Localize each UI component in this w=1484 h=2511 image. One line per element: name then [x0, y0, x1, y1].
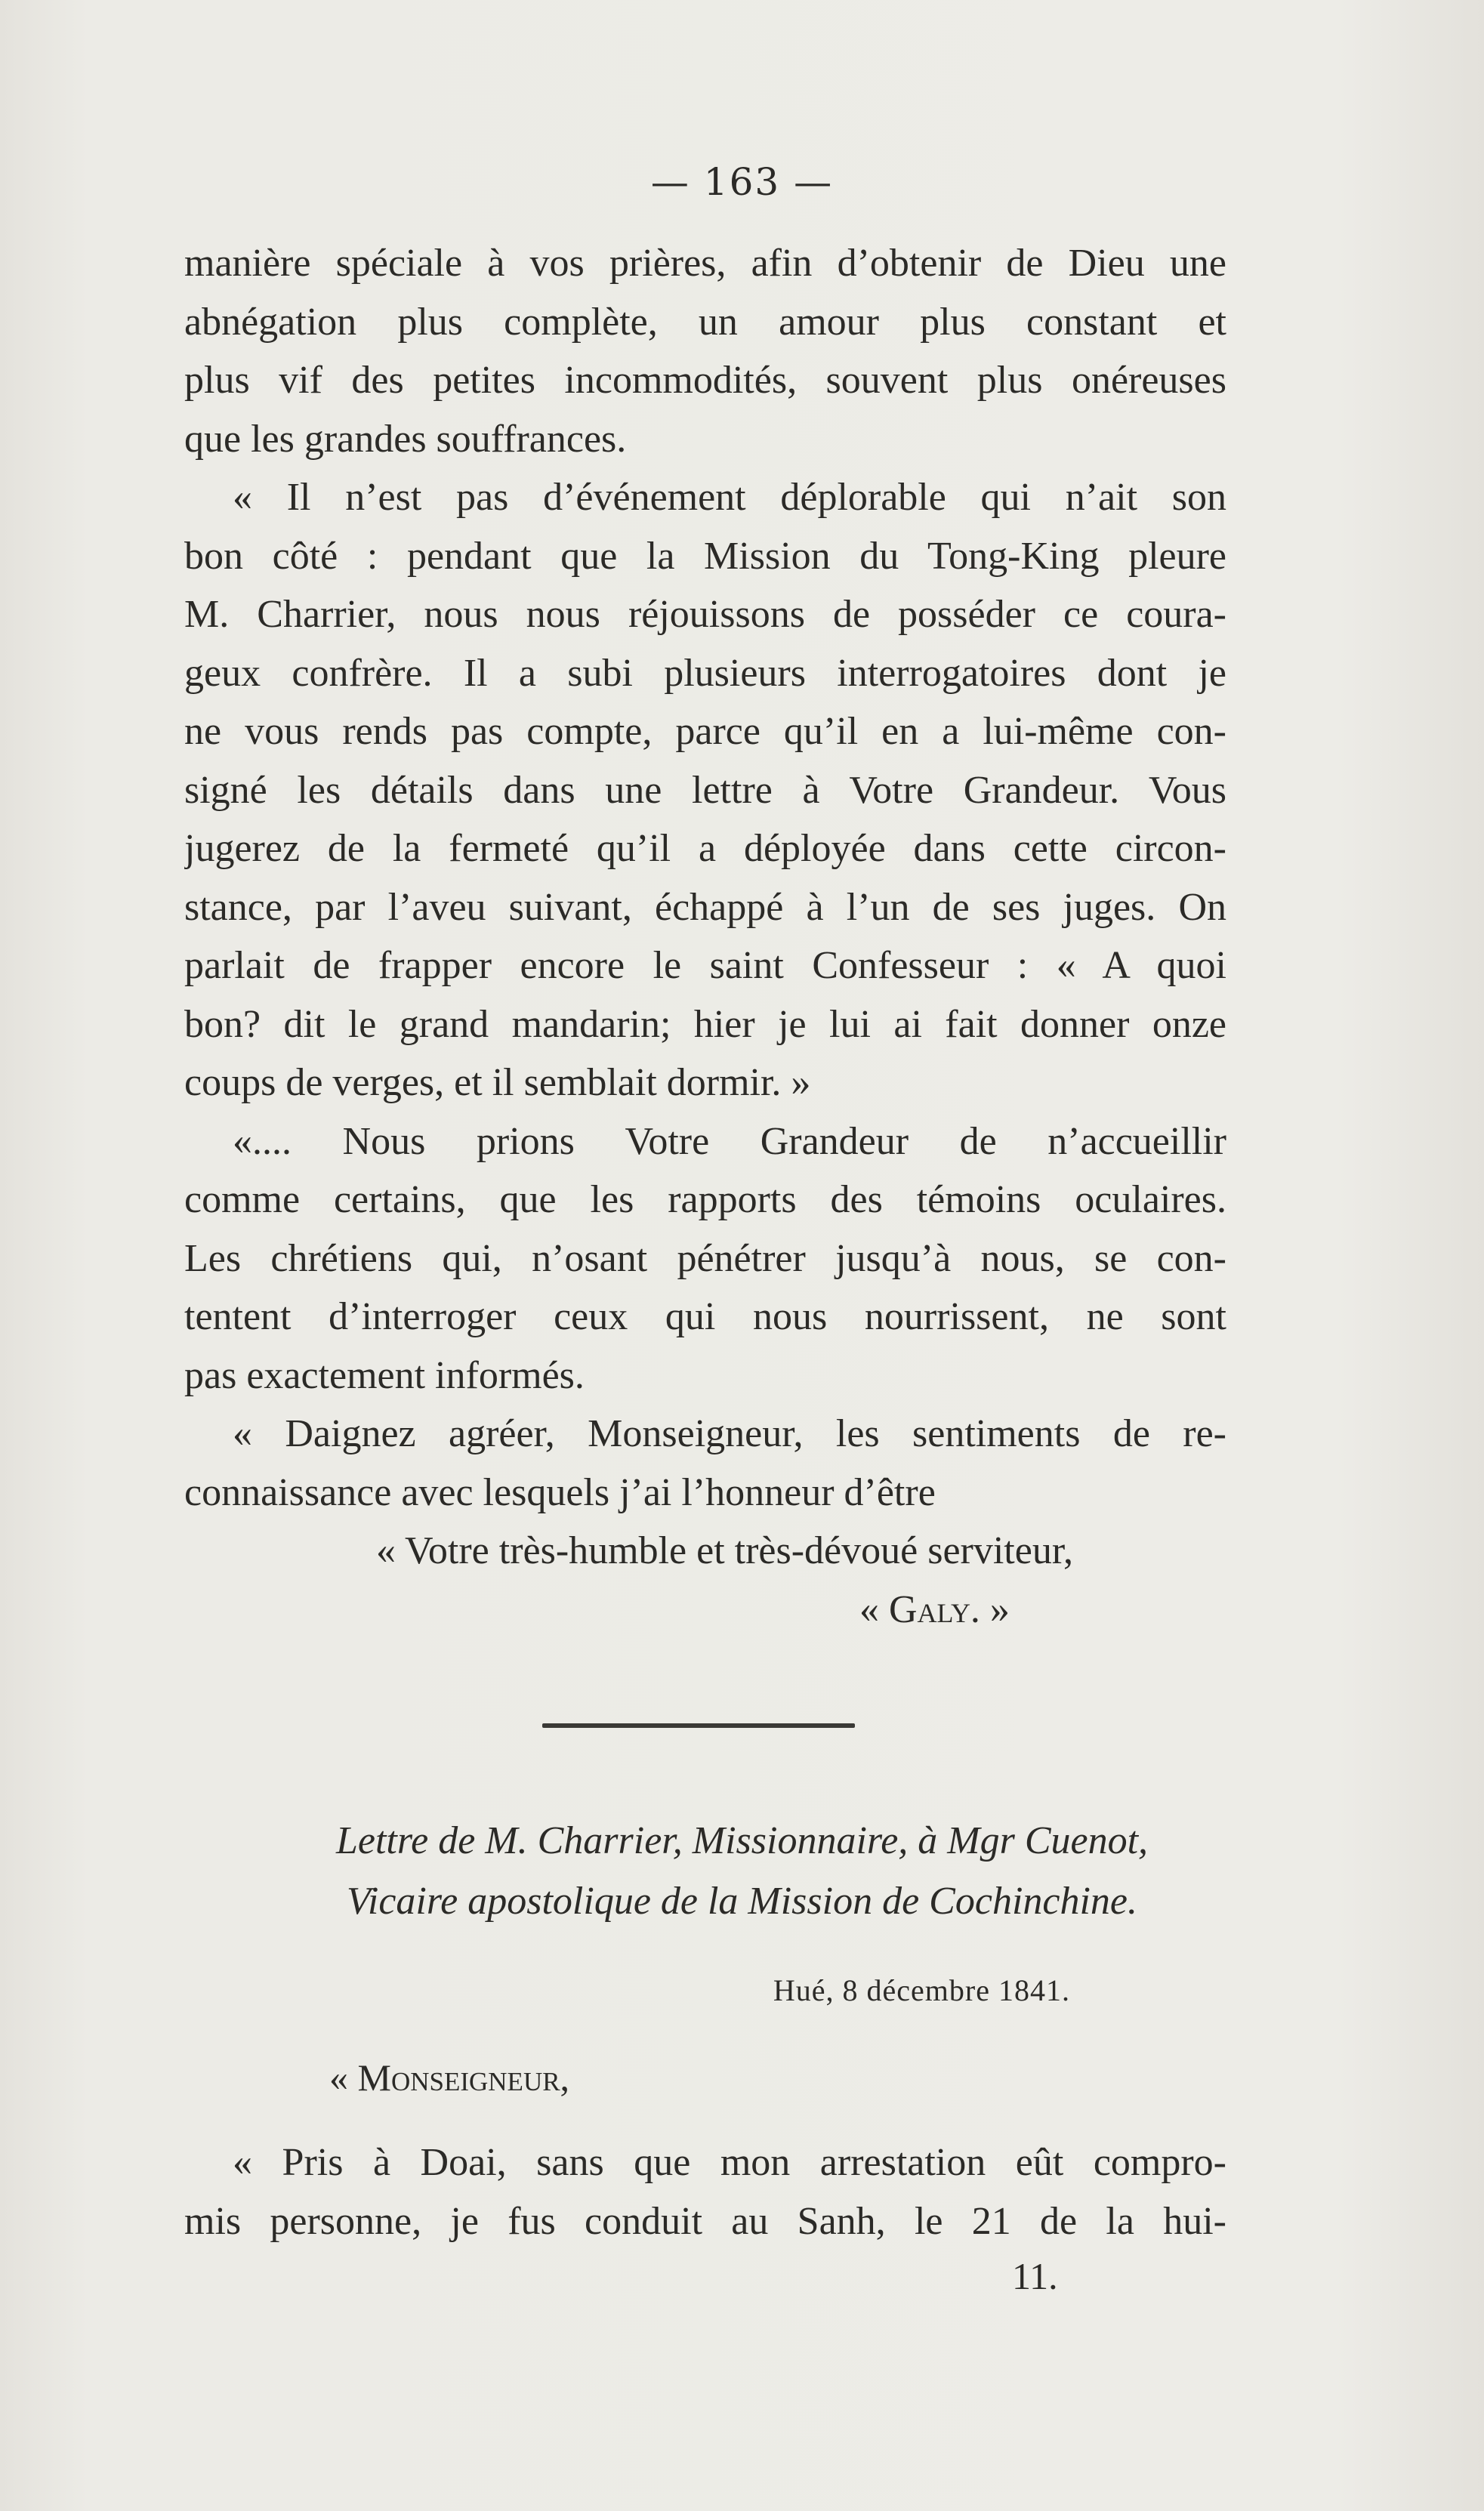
letter-heading-line1: Lettre de M. Charrier, Missionnaire, à Mgr Cuenot,	[335, 1819, 1149, 1862]
text-line: mis personne, je fus conduit au Sanh, le 21 de la hui-	[184, 2199, 1226, 2243]
text-line: « Pris à Doai, sans que mon arrestation eût compro-	[233, 2141, 1226, 2184]
text-line: manière spéciale à vos prières, afin d’obtenir de Dieu une	[184, 242, 1226, 285]
text-line: « Il n’est pas d’événement déplorable qui n’ait son	[233, 476, 1226, 519]
text-line: jugerez de la fermeté qu’il a déployée dans cette circon-	[184, 827, 1226, 870]
text-line: «.... Nous prions Votre Grandeur de n’accueillir	[233, 1119, 1226, 1163]
page-number: — 163 —	[650, 160, 834, 204]
section-divider	[542, 1723, 855, 1728]
letter-heading-line2: Vicaire apostolique de la Mission de Cochinchine.	[346, 1880, 1138, 1923]
text-line: signé les détails dans une lettre à Votre Grandeur. Vous	[184, 768, 1226, 812]
salutation: « Monseigneur,	[329, 2056, 570, 2099]
text-line: plus vif des petites incommodités, souvent plus onéreuses	[184, 359, 1226, 402]
text-line: parlait de frapper encore le saint Confesseur : « A quoi	[184, 944, 1226, 987]
text-line: bon côté : pendant que la Mission du Tong-King pleure	[184, 534, 1226, 578]
body-text-top	[184, 234, 1226, 1639]
text-line: pas exactement informés.	[184, 1353, 585, 1397]
text-line: geux confrère. Il a subi plusieurs interrogatoires dont je	[184, 651, 1226, 695]
text-line: que les grandes souffrances.	[184, 417, 627, 461]
text-line: abnégation plus complète, un amour plus constant et	[184, 300, 1226, 344]
body-text-bottom	[184, 2133, 1226, 2250]
text-line: coups de verges, et il semblait dormir. »	[184, 1061, 811, 1104]
text-line: connaissance avec lesquels j’ai l’honneur d’être	[184, 1470, 936, 1514]
letter-date: Hué, 8 décembre 1841.	[773, 1973, 1070, 2007]
signature-galy: « Galy. »	[859, 1587, 1010, 1631]
text-line: ne vous rends pas compte, parce qu’il en a lui-même con-	[184, 710, 1226, 753]
text-line: stance, par l’aveu suivant, échappé à l’un de ses juges. On	[184, 885, 1226, 929]
text-line: M. Charrier, nous nous réjouissons de posséder ce coura-	[184, 593, 1226, 636]
text-line: « Daignez agréer, Monseigneur, les sentiments de re-	[233, 1412, 1226, 1455]
signature-mark: 11.	[1012, 2255, 1058, 2297]
text-line: tentent d’interroger ceux qui nous nourrissent, ne sont	[184, 1295, 1226, 1338]
text-line: bon? dit le grand mandarin; hier je lui ai fait donner onze	[184, 1002, 1226, 1046]
closing-line: « Votre très-humble et très-dévoué serviteur,	[376, 1529, 1074, 1572]
text-line: Les chrétiens qui, n’osant pénétrer jusqu’à nous, se con-	[184, 1236, 1226, 1280]
text-line: comme certains, que les rapports des témoins oculaires.	[184, 1178, 1226, 1221]
